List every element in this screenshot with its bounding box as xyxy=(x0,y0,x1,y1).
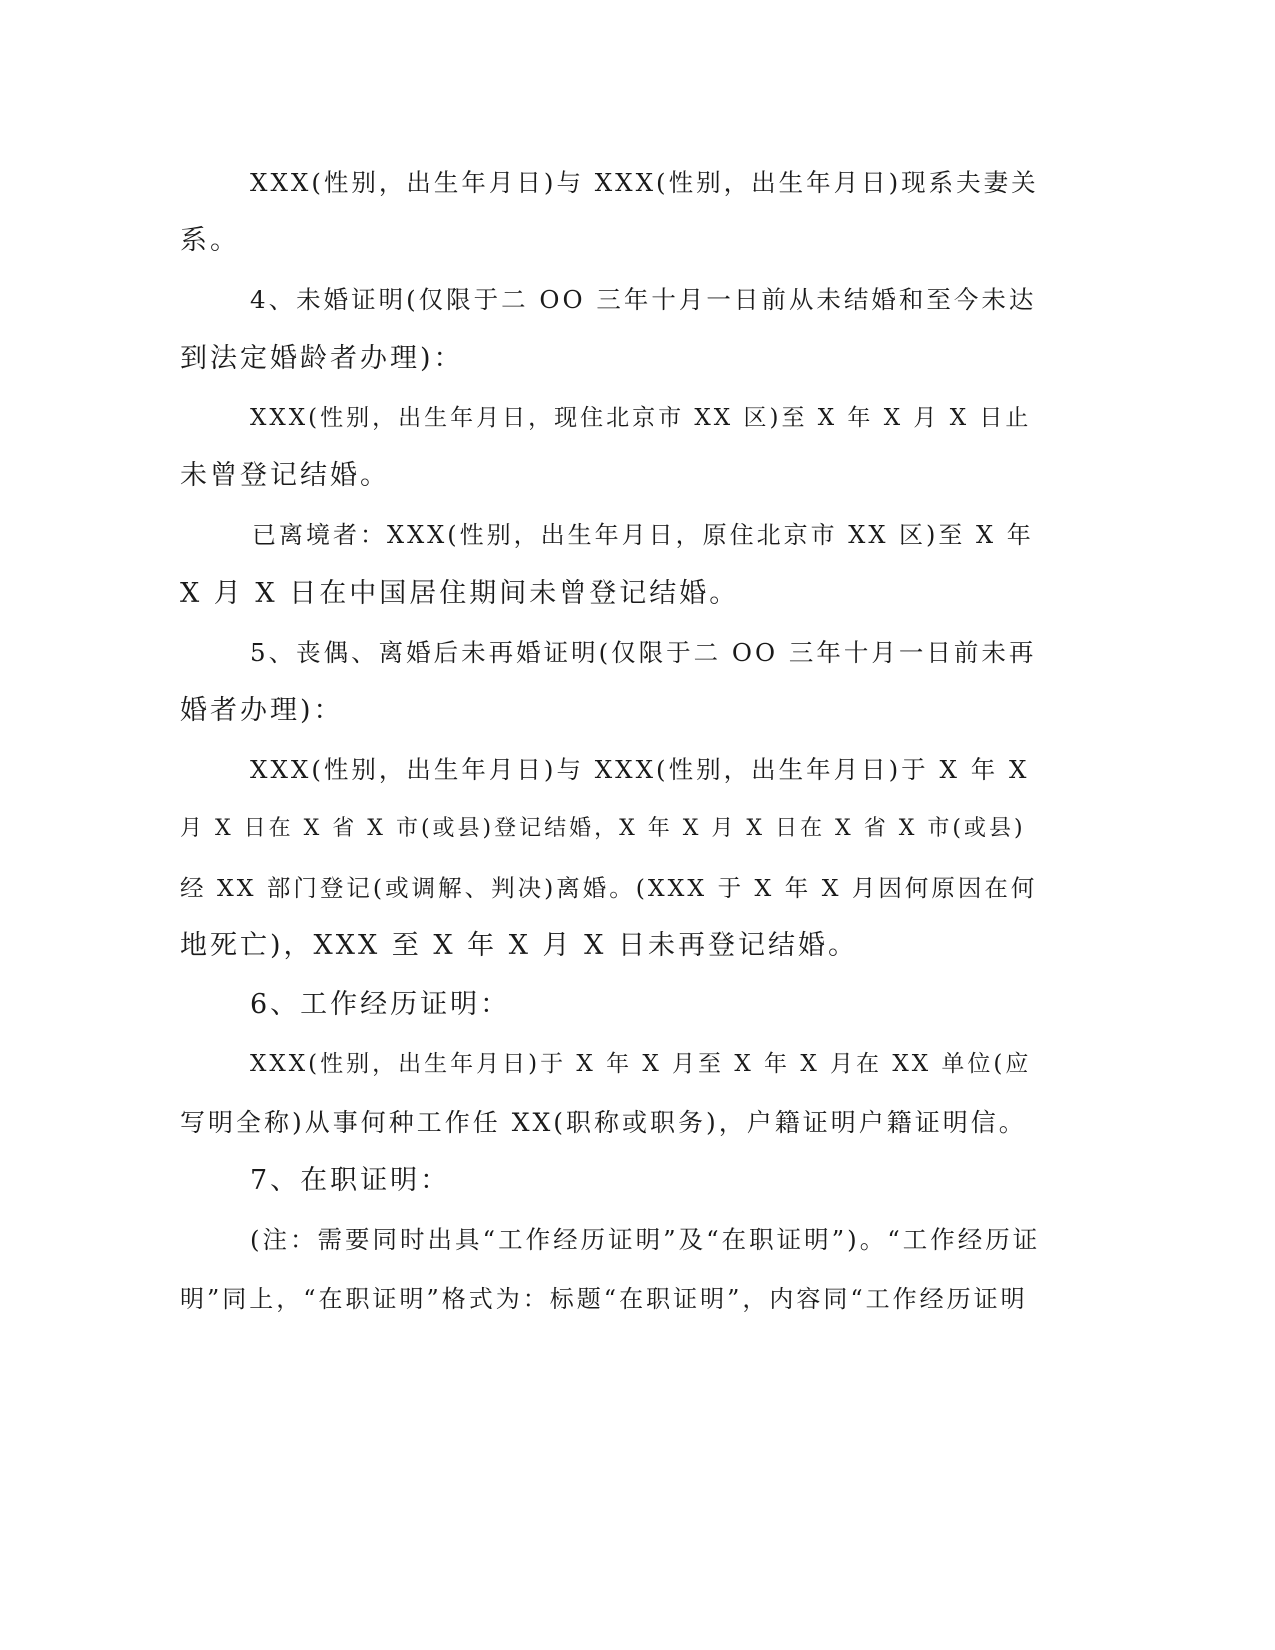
text-line: 婚者办理)： xyxy=(180,695,344,726)
text-line: 6、工作经历证明： xyxy=(250,989,511,1020)
text-line: XXX(性别，出生年月日)与 XXX(性别，出生年月日)现系夫妻关 xyxy=(250,168,1039,197)
text-line: 地死亡)，XXX 至 X 年 X 月 X 日未再登记结婚。 xyxy=(180,930,858,961)
text-line: 4、未婚证明(仅限于二 OO 三年十月一日前从未结婚和至今未达 xyxy=(250,285,1037,314)
text-line: 未曾登记结婚。 xyxy=(180,460,390,491)
text-line: X 月 X 日在中国居住期间未曾登记结婚。 xyxy=(180,578,740,609)
text-line: 已离境者：XXX(性别，出生年月日，原住北京市 XX 区)至 X 年 xyxy=(252,521,1034,549)
text-line: XXX(性别，出生年月日)与 XXX(性别，出生年月日)于 X 年 X xyxy=(250,755,1030,784)
text-line: XXX(性别，出生年月日)于 X 年 X 月至 X 年 X 月在 XX 单位(应 xyxy=(250,1051,1032,1077)
text-line: 7、在职证明： xyxy=(250,1165,451,1196)
text-line: 经 XX 部门登记(或调解、判决)离婚。(XXX 于 X 年 X 月因何原因在何 xyxy=(180,874,1038,902)
text-line: 5、丧偶、离婚后未再婚证明(仅限于二 OO 三年十月一日前未再 xyxy=(250,638,1037,667)
text-line: 写明全称)从事何种工作任 XX(职称或职务)，户籍证明户籍证明信。 xyxy=(180,1108,1027,1137)
text-line: XXX(性别，出生年月日，现住北京市 XX 区)至 X 年 X 月 X 日止 xyxy=(250,405,1032,431)
text-line: 系。 xyxy=(180,225,240,256)
text-line: 月 X 日在 X 省 X 市(或县)登记结婚，X 年 X 月 X 日在 X 省 X 市(或县) xyxy=(180,816,1026,841)
text-line: (注：需要同时出具“工作经历证明”及“在职证明”)。“工作经历证 xyxy=(250,1225,1041,1254)
text-line: 明”同上，“在职证明”格式为：标题“在职证明”，内容同“工作经历证明 xyxy=(180,1285,1028,1313)
text-line: 到法定婚龄者办理)： xyxy=(180,343,464,374)
